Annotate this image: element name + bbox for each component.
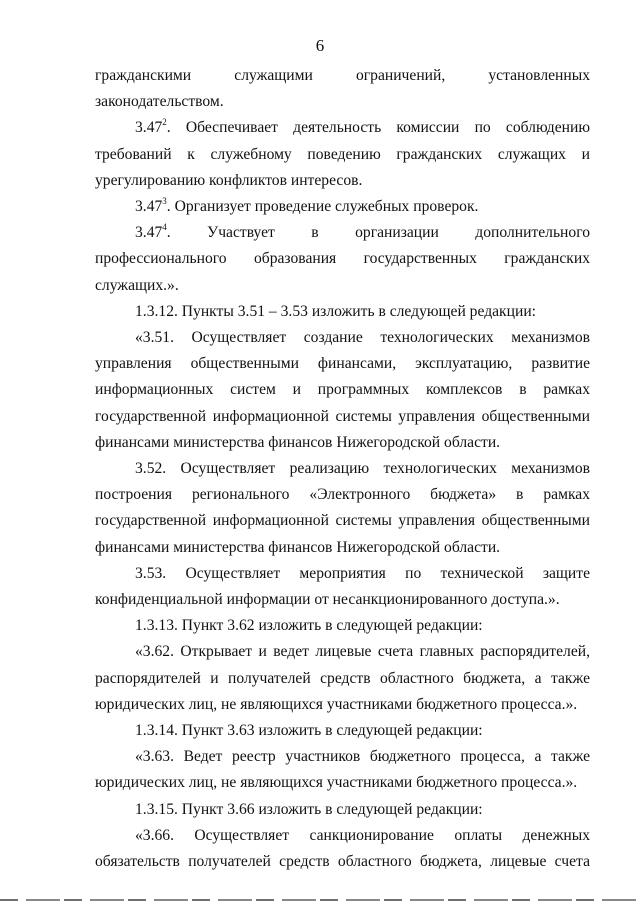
superscript: 4: [162, 222, 167, 233]
document-body: [95, 63, 590, 875]
paragraph-3-66: «3.66. Осуществляет санкционирование оплаты денежных обязательств получателей средств областного бюджета, лицевые счета: [95, 826, 590, 871]
scan-edge-line: [0, 899, 640, 901]
paragraph-1-3-12: 1.3.12. Пункты 3.51 – 3.53 изложить в следующей редакции:: [135, 302, 536, 320]
paragraph-3-62: «3.62. Открывает и ведет лицевые счета главных распорядителей, распорядителей и получателей средств областного бюджета, а также юридических лиц, не являющихся участниками бюджетного процесса.».: [95, 643, 590, 713]
paragraph-1-3-15: 1.3.15. Пункт 3.66 изложить в следующей редакции:: [135, 800, 483, 818]
paragraph-3-47-3: 3.47$^3$. Организует проведение служебных проверок.: [135, 195, 479, 216]
paragraph-continuation-end: законодательством.: [95, 93, 224, 111]
superscript: 2: [162, 117, 167, 128]
paragraph-3-52: 3.52. Осуществляет реализацию технологических механизмов построения регионального «Электронного бюджета» в рамках государственной информационной системы управления общественными финансами министерства финансов Нижегородской области.: [95, 460, 590, 556]
paragraph-1-3-13: 1.3.13. Пункт 3.62 изложить в следующей редакции:: [135, 617, 483, 635]
paragraph-1-3-14: 1.3.14. Пункт 3.63 изложить в следующей редакции:: [135, 722, 483, 740]
page-number: 6: [315, 36, 325, 55]
paragraph-3-47-4: 3.47$^4$. Участвует в организации дополнительного профессионального образования государственных гражданских служащих.».: [95, 222, 590, 294]
paragraph-continuation-line: гражданскими служащими ограничений, установленных: [95, 67, 590, 84]
paragraph-3-51: «3.51. Осуществляет создание технологических механизмов управления общественными финансами, эксплуатацию, развитие информационных систем и программных комплексов в рамках государственной информационной системы управления общественными финансами министерства финансов Нижегородской области.: [95, 329, 590, 451]
superscript: 3: [162, 195, 167, 206]
paragraph-3-47-2: 3.47$^2$. Обеспечивает деятельность комиссии по соблюдению требований к служебному поведению гражданских служащих и урегулированию конфликтов интересов.: [95, 117, 590, 189]
paragraph-3-63: «3.63. Ведет реестр участников бюджетного процесса, а также юридических лиц, не являющихся участниками бюджетного процесса.».: [95, 748, 590, 792]
paragraph-3-53: 3.53. Осуществляет мероприятия по технической защите конфиденциальной информации от несанкционированного доступа.».: [95, 564, 590, 609]
